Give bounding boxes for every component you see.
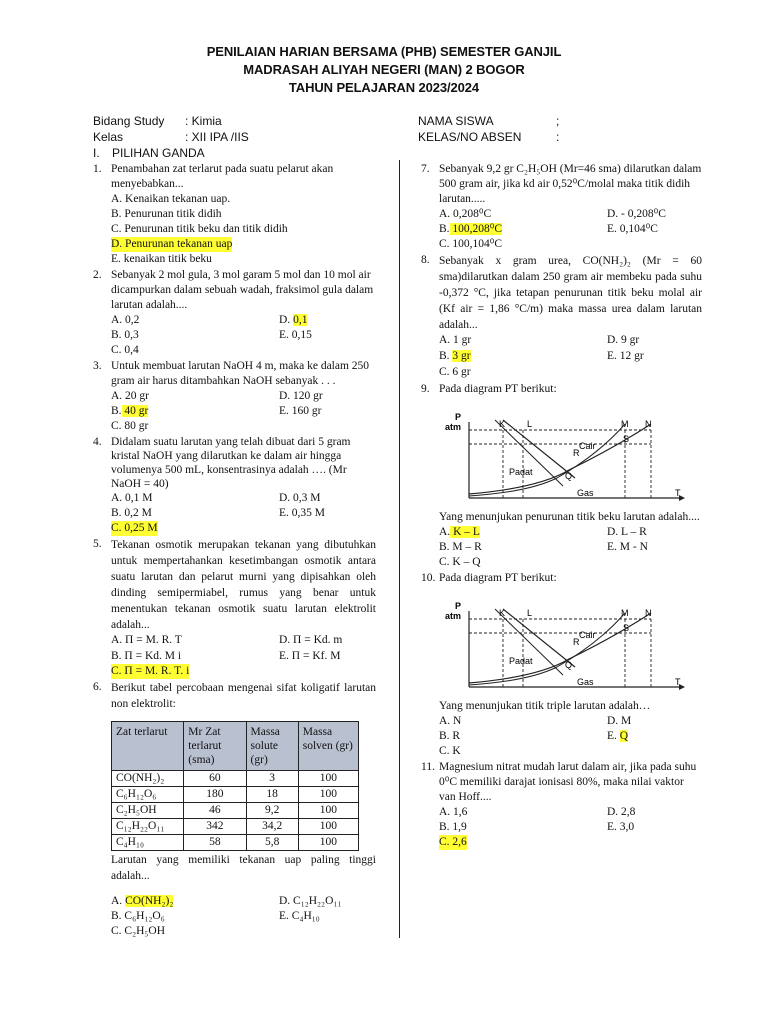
diagram-label-l: L — [527, 419, 533, 429]
option-e[interactable]: E. Π = Kf. M — [279, 650, 341, 662]
question-text: Sebanyak 2 mol gula, 3 mol garam 5 mol dan 10 mol air dicampurkan dalam sebuah wadah, fraksimol gula dalam larutan adalah.... — [111, 269, 374, 311]
diagram-label-gas: Gas — [577, 677, 594, 687]
kelas-absen-label: KELAS/NO ABSEN — [418, 130, 522, 144]
question-text: Berikut tabel percobaan mengenai sifat koligatif larutan non elektrolit: — [111, 682, 376, 710]
question-9 — [421, 382, 702, 571]
option-a[interactable]: A. 0,2 — [111, 314, 140, 326]
question-8 — [421, 253, 702, 382]
option-d[interactable]: D. Π = Kd. m — [279, 634, 343, 646]
diagram-label-p: P — [455, 412, 462, 422]
option-d[interactable]: D. C₁₂H₂₂O₁₁ — [279, 895, 342, 907]
option-c[interactable]: C. K – Q — [439, 556, 481, 568]
option-d[interactable]: D. 0,3 M — [279, 492, 321, 504]
question-number: 1. — [93, 163, 102, 175]
table-row — [112, 803, 359, 819]
diagram-label-s: S — [623, 623, 630, 633]
question-6 — [93, 680, 376, 940]
option-b[interactable]: B. M – R — [439, 541, 482, 553]
nama-siswa-value: ; — [556, 114, 560, 128]
question-3 — [93, 359, 376, 435]
question-text: Magnesium nitrat mudah larut dalam air, jika pada suhu 0⁰C memiliki darajat ionisasi 80%, maka nilai vaktor van Hoff.... — [439, 761, 697, 803]
table-cell: 60 — [184, 771, 246, 787]
table-cell: 46 — [184, 803, 246, 819]
table-cell: 100 — [298, 787, 358, 803]
diagram-label-padat: Padat — [509, 656, 533, 666]
option-a[interactable]: A. K – L — [439, 526, 480, 538]
question-text: Tekanan osmotik merupakan tekanan yang dibutuhkan untuk mempertahankan kesetimbangan osmotik antara suatu larutan dan pelarut murni yang dipisahkan oleh dinding semipermiabel, rumus yang benar untuk menentukan tekanan osmotik suatu larutan elektrolit adalah... — [111, 539, 376, 631]
option-d[interactable]: D. 0,1 — [279, 314, 308, 326]
option-d[interactable]: D. 9 gr — [607, 334, 640, 346]
option-e[interactable]: E. 160 gr — [279, 405, 322, 417]
bidang-value: : Kimia — [185, 114, 222, 128]
table-cell: 100 — [298, 835, 358, 851]
question-11 — [421, 760, 702, 851]
question-number: 2. — [93, 269, 102, 281]
table-cell: 3 — [246, 771, 298, 787]
question-number: 8. — [421, 254, 430, 266]
option-a[interactable]: A. 20 gr — [111, 390, 150, 402]
option-e[interactable]: E. 0,15 — [279, 329, 312, 341]
table-cell: 18 — [246, 787, 298, 803]
question-2 — [93, 268, 376, 359]
option-e[interactable]: E. 0,35 M — [279, 507, 325, 519]
diagram-label-k: K — [499, 608, 506, 618]
table-cell: CO(NH₂)₂ — [112, 771, 184, 787]
nama-siswa-label: NAMA SISWA — [418, 114, 494, 128]
diagram-label-gas: Gas — [577, 488, 594, 498]
kelas-value: : XII IPA /IIS — [185, 130, 249, 144]
option-b[interactable]: B. 0,3 — [111, 329, 139, 341]
option-c[interactable]: C. 80 gr — [111, 420, 149, 432]
option-d[interactable]: D. 120 gr — [279, 390, 323, 402]
table-header-cell: Massa solute (gr) — [246, 722, 298, 771]
table-cell: C₄H₁₀ — [112, 835, 184, 851]
table-row — [112, 771, 359, 787]
table-cell: C₂H₅OH — [112, 803, 184, 819]
question-number: 4. — [93, 436, 102, 448]
question-number: 5. — [93, 538, 102, 550]
answer-highlight: 0,1 — [293, 314, 308, 326]
option-a[interactable]: A. N — [439, 715, 462, 727]
diagram-label-t: T — [675, 488, 681, 498]
column-divider — [399, 160, 400, 938]
left-column — [93, 162, 376, 940]
diagram-label-s: S — [623, 434, 630, 444]
answer-highlight: 40 gr — [121, 405, 149, 417]
kelas-label: Kelas — [93, 130, 124, 144]
table-cell: C₆H₁₂O₆ — [112, 787, 184, 803]
table-cell: 34,2 — [246, 819, 298, 835]
option-b[interactable]: B. 1,9 — [439, 821, 467, 833]
diagram-label-m: M — [621, 608, 629, 618]
option-e[interactable]: E. Q — [607, 730, 629, 742]
table-cell: 100 — [298, 803, 358, 819]
option-b[interactable]: B. Penurunan titik didih — [111, 208, 222, 220]
header-line-2: MADRASAH ALIYAH NEGERI (MAN) 2 BOGOR — [243, 62, 525, 77]
option-e[interactable]: E. C₄H₁₀ — [279, 910, 320, 922]
table-row — [112, 819, 359, 835]
option-d[interactable]: D. M — [607, 715, 632, 727]
question-text: Sebanyak x gram urea, CO(NH₂)₂ (Mr = 60 sma)dilarutkan dalam 250 gram air membeku pada suhu -0,372 °C, jika tetapan penurunan titik beku molal air (Kf air = 1,86 °C/m) maka massa urea dalam larutan adalah... — [439, 255, 702, 331]
table-header-cell: Mr Zat terlarut (sma) — [184, 722, 246, 771]
question-number: 10. — [421, 572, 436, 584]
table-header-row — [112, 722, 359, 771]
answer-highlight: CO(NH₂)₂ — [125, 895, 174, 907]
option-c-highlighted[interactable]: C. 2,6 — [439, 836, 467, 848]
table-header-cell: Massa solven (gr) — [298, 722, 358, 771]
answer-highlight: K – L — [450, 526, 480, 538]
option-b[interactable]: B. 40 gr — [111, 405, 149, 417]
table-cell: 9,2 — [246, 803, 298, 819]
question-number: 6. — [93, 681, 102, 693]
diagram-label-n: N — [645, 419, 652, 429]
table-row — [112, 835, 359, 851]
option-a[interactable]: A. Π = M. R. T — [111, 634, 182, 646]
option-d-highlighted[interactable]: D. Penurunan tekanan uap — [111, 238, 233, 250]
diagram-label-cair: Cair — [579, 630, 596, 640]
question-number: 7. — [421, 163, 430, 175]
option-e[interactable]: E. kenaikan titik beku — [111, 253, 212, 265]
question-followup-text: Larutan yang memiliki tekanan uap paling tinggi adalah... — [111, 854, 376, 882]
option-e[interactable]: E. M - N — [607, 541, 648, 553]
answer-highlight: Q — [619, 730, 629, 742]
question-text: Untuk membuat larutan NaOH 4 m, maka ke dalam 250 gram air harus ditambahkan NaOH sebanyak . . . — [111, 360, 370, 387]
question-followup-text: Yang menunjukan penurunan titik beku larutan adalah.... — [439, 511, 700, 523]
table-cell: 342 — [184, 819, 246, 835]
diagram-label-padat: Padat — [509, 467, 533, 477]
option-b[interactable]: B. R — [439, 730, 461, 742]
pt-diagram-2 — [439, 599, 685, 693]
option-a[interactable]: A. 0,208⁰C — [439, 208, 492, 220]
option-b[interactable]: B. 0,2 M — [111, 507, 152, 519]
pt-diagram-1 — [439, 410, 685, 504]
diagram-label-k: K — [499, 419, 506, 429]
diagram-label-q: Q — [565, 660, 573, 670]
header-line-1: PENILAIAN HARIAN BERSAMA (PHB) SEMESTER GANJIL — [206, 44, 562, 59]
option-e[interactable]: E. 0,104⁰C — [607, 223, 658, 235]
answer-highlight: 100,208⁰C — [449, 223, 503, 235]
answer-highlight: 3 gr — [452, 350, 471, 362]
table-cell: 180 — [184, 787, 246, 803]
diagram-label-n: N — [645, 608, 652, 618]
option-a[interactable]: A. 1 gr — [439, 334, 472, 346]
question-7 — [421, 162, 702, 253]
option-c[interactable]: C. K — [439, 745, 461, 757]
question-text: Sebanyak 9,2 gr C₂H₅OH (Mr=46 sma) dilarutkan dalam 500 gram air, jika kd air 0,52⁰C/molal maka titik didih larutan..... — [439, 163, 702, 205]
header-line-3: TAHUN PELAJARAN 2023/2024 — [288, 80, 480, 95]
diagram-label-cair: Cair — [579, 441, 596, 451]
question-text: Penambahan zat terlarut pada suatu pelarut akan menyebabkan... — [111, 163, 334, 190]
option-a[interactable]: A. 1,6 — [439, 806, 468, 818]
question-text: Pada diagram PT berikut: — [439, 383, 557, 395]
option-c[interactable]: C. C₂H₅OH — [111, 925, 166, 937]
question-number: 9. — [421, 383, 430, 395]
question-text: Didalam suatu larutan yang telah dibuat dari 5 gram kristal NaOH yang dilarutkan ke dalam air hingga volumenya 500 mL, konsentrasinya adalah …. (Mr NaOH = 40) — [111, 436, 351, 490]
diagram-label-p: P — [455, 601, 462, 611]
option-a[interactable]: A. CO(NH₂)₂ — [111, 895, 174, 907]
option-c[interactable]: C. 0,4 — [111, 344, 139, 356]
kelas-absen-value: : — [556, 130, 560, 144]
diagram-label-r: R — [573, 637, 580, 647]
question-1 — [93, 162, 376, 268]
option-b[interactable]: B. 100,208⁰C — [439, 223, 503, 235]
table-cell: C₁₂H₂₂O₁₁ — [112, 819, 184, 835]
diagram-label-atm: atm — [445, 422, 462, 432]
diagram-label-q: Q — [565, 471, 573, 481]
question-followup-text: Yang menunjukan titik triple larutan adalah… — [439, 700, 651, 712]
diagram-label-t: T — [675, 677, 681, 687]
table-row — [112, 787, 359, 803]
bidang-label: Bidang Study — [93, 114, 165, 128]
section-number: I. — [93, 146, 100, 160]
table-cell: 5,8 — [246, 835, 298, 851]
option-c[interactable]: C. 100,104⁰C — [439, 238, 503, 250]
option-b[interactable]: B. Π = Kd. M i — [111, 650, 182, 662]
option-b[interactable]: B. C₆H₁₂O₆ — [111, 910, 165, 922]
option-a[interactable]: A. 0,1 M — [111, 492, 153, 504]
section-title: PILIHAN GANDA — [112, 146, 205, 160]
option-d[interactable]: D. - 0,208⁰C — [607, 208, 666, 220]
question-4 — [93, 435, 376, 537]
question-10 — [421, 571, 702, 760]
table-cell: 100 — [298, 771, 358, 787]
table-cell: 100 — [298, 819, 358, 835]
option-e[interactable]: E. 3,0 — [607, 821, 635, 833]
diagram-label-atm: atm — [445, 611, 462, 621]
option-d[interactable]: D. L – R — [607, 526, 647, 538]
table-cell: 58 — [184, 835, 246, 851]
diagram-label-l: L — [527, 608, 533, 618]
question-number: 3. — [93, 360, 102, 372]
right-column — [421, 162, 702, 851]
question-number: 11. — [421, 761, 435, 773]
option-b[interactable]: B. 3 gr — [439, 350, 471, 362]
option-a[interactable]: A. Kenaikan tekanan uap. — [111, 193, 231, 205]
question-text: Pada diagram PT berikut: — [439, 572, 557, 584]
option-e[interactable]: E. 12 gr — [607, 350, 644, 362]
data-table — [111, 721, 359, 851]
diagram-label-r: R — [573, 448, 580, 458]
option-d[interactable]: D. 2,8 — [607, 806, 636, 818]
option-c-highlighted[interactable]: C. 0,25 M — [111, 522, 158, 534]
question-5 — [93, 537, 376, 680]
option-c-highlighted[interactable]: C. Π = M. R. T. i — [111, 665, 190, 677]
option-c[interactable]: C. Penurunan titik beku dan titik didih — [111, 223, 288, 235]
diagram-label-m: M — [621, 419, 629, 429]
table-header-cell: Zat terlarut — [112, 722, 184, 771]
option-c[interactable]: C. 6 gr — [439, 366, 471, 378]
